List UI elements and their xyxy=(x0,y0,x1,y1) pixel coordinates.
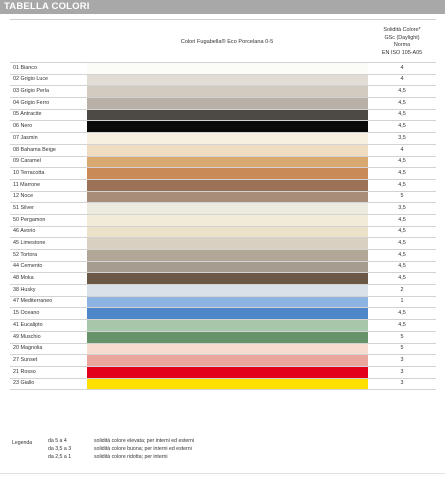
legend-range: da 3,5 a 3 xyxy=(48,446,72,452)
color-swatch xyxy=(87,168,368,179)
table-row xyxy=(10,250,436,262)
table-row xyxy=(10,367,436,379)
color-name: 06 Nero xyxy=(13,123,33,130)
legend-range: da 5 a 4 xyxy=(48,438,67,444)
color-name: 02 Grigio Luce xyxy=(13,76,49,83)
color-name: 44 Cemento xyxy=(13,263,43,270)
table-row xyxy=(10,227,436,239)
fastness-value: 4 xyxy=(400,64,404,71)
color-swatch xyxy=(87,63,368,74)
legend-description: solidità colore ridotta; per interni xyxy=(94,454,168,460)
banner-title: TABELLA COLORI xyxy=(4,1,90,12)
color-swatch xyxy=(87,75,368,86)
table-row xyxy=(10,180,436,192)
color-swatch xyxy=(87,320,368,331)
color-name: 20 Magnolia xyxy=(13,345,43,352)
color-name: 03 Grigio Perla xyxy=(13,88,49,95)
table-row xyxy=(10,285,436,297)
fastness-header-line: Solidità Colore* xyxy=(383,27,421,33)
table-row xyxy=(10,75,436,87)
table-row xyxy=(10,355,436,367)
fastness-value: 5 xyxy=(400,333,404,340)
fastness-value: 4,5 xyxy=(398,158,406,165)
fastness-value: 5 xyxy=(400,193,404,200)
color-name: 27 Sunset xyxy=(13,356,38,363)
table-row xyxy=(10,98,436,110)
color-name: 21 Rosso xyxy=(13,368,36,375)
fastness-value: 5 xyxy=(400,345,404,352)
legend-title: Legenda xyxy=(12,440,33,446)
color-name: 12 Noce xyxy=(13,193,34,200)
table-row xyxy=(10,86,436,98)
color-name: 48 Moka xyxy=(13,275,34,282)
color-swatch xyxy=(87,332,368,343)
table-row xyxy=(10,273,436,285)
color-name: 51 Silver xyxy=(13,204,34,211)
fastness-value: 4,5 xyxy=(398,123,406,130)
table-row xyxy=(10,145,436,157)
color-swatch xyxy=(87,98,368,109)
legend-description: solidità colore buona; per interni ed esterni xyxy=(94,446,192,452)
color-swatch xyxy=(87,355,368,366)
color-swatch xyxy=(87,308,368,319)
legend-description: solidità colore elevata; per interni ed esterni xyxy=(94,438,195,444)
color-swatch xyxy=(87,297,368,308)
fastness-value: 3 xyxy=(400,356,404,363)
fastness-value: 4,5 xyxy=(398,228,406,235)
color-name: 05 Antracite xyxy=(13,111,42,118)
fastness-value: 4,5 xyxy=(398,321,406,328)
fastness-header-line: Norma xyxy=(393,42,411,48)
fastness-value: 4,5 xyxy=(398,181,406,188)
legend-range: da 2,5 a 1 xyxy=(48,454,72,460)
fastness-column-header xyxy=(368,27,436,57)
color-swatch xyxy=(87,238,368,249)
color-name: 04 Grigio Ferro xyxy=(13,99,50,106)
divider xyxy=(0,473,445,474)
fastness-value: 3,5 xyxy=(398,134,406,141)
fastness-value: 1 xyxy=(400,298,404,305)
color-name: 50 Pergamon xyxy=(13,216,46,223)
legend-item xyxy=(12,454,432,462)
legend xyxy=(12,438,432,468)
table-row xyxy=(10,379,436,391)
color-swatch xyxy=(87,285,368,296)
fastness-value: 4,5 xyxy=(398,251,406,258)
table-row xyxy=(10,62,436,75)
colors-column-header: Colori Fugabella® Eco Porcelana 0-5 xyxy=(180,39,274,45)
color-name: 10 Terracotta xyxy=(13,169,45,176)
color-swatch xyxy=(87,262,368,273)
table-row xyxy=(10,332,436,344)
fastness-value: 4,5 xyxy=(398,240,406,246)
color-name: 41 Eucalipto xyxy=(13,321,43,328)
color-name: 09 Caramel xyxy=(13,158,41,165)
table-header xyxy=(10,19,436,64)
fastness-value: 3 xyxy=(400,368,404,375)
table-row xyxy=(10,215,436,227)
color-swatch xyxy=(87,379,368,390)
fastness-header-line: EN ISO 105-A05 xyxy=(381,49,423,56)
color-swatch xyxy=(87,145,368,156)
color-swatch xyxy=(87,86,368,97)
table-row xyxy=(10,192,436,204)
color-swatch xyxy=(87,203,368,214)
fastness-value: 4,5 xyxy=(398,169,406,176)
fastness-value: 2 xyxy=(400,286,404,293)
color-swatch xyxy=(87,367,368,378)
table-row xyxy=(10,203,436,215)
table-row xyxy=(10,262,436,274)
legend-item xyxy=(12,438,432,446)
fastness-header-line: GSc (Daylight) xyxy=(384,34,420,41)
fastness-value: 4,5 xyxy=(398,88,406,95)
color-swatch xyxy=(87,110,368,121)
color-table xyxy=(10,62,436,390)
color-name: 15 Oceano xyxy=(13,310,40,317)
color-swatch xyxy=(87,227,368,238)
table-row xyxy=(10,168,436,180)
color-swatch xyxy=(87,121,368,132)
color-swatch xyxy=(87,273,368,284)
fastness-value: 4,5 xyxy=(398,310,406,317)
color-name: 07 Jasmin xyxy=(13,134,38,141)
fastness-value: 4 xyxy=(400,76,404,83)
color-swatch xyxy=(87,157,368,168)
table-row xyxy=(10,133,436,145)
fastness-value: 3 xyxy=(400,380,404,387)
color-name: 11 Marrone xyxy=(13,181,41,188)
table-row xyxy=(10,121,436,133)
fastness-value: 4,5 xyxy=(398,263,406,270)
color-name: 45 Limestone xyxy=(13,240,46,246)
table-row xyxy=(10,308,436,320)
color-name: 47 Mediterraneo xyxy=(13,298,53,305)
table-row xyxy=(10,157,436,169)
color-name: 52 Tortora xyxy=(13,251,38,258)
color-name: 01 Bianco xyxy=(13,64,37,71)
table-row xyxy=(10,238,436,250)
fastness-value: 3,5 xyxy=(398,204,406,211)
section-banner xyxy=(0,0,445,14)
color-name: 08 Bahama Beige xyxy=(13,146,56,153)
table-row xyxy=(10,320,436,332)
table-row xyxy=(10,297,436,309)
color-swatch xyxy=(87,250,368,261)
table-row xyxy=(10,110,436,122)
color-swatch xyxy=(87,344,368,355)
fastness-value: 4,5 xyxy=(398,275,406,282)
color-name: 49 Muschio xyxy=(13,333,41,340)
color-name: 23 Giallo xyxy=(13,380,35,387)
fastness-value: 4,5 xyxy=(398,99,406,106)
legend-item xyxy=(12,446,432,454)
fastness-value: 4,5 xyxy=(398,216,406,223)
table-row xyxy=(10,344,436,356)
color-name: 38 Husky xyxy=(13,286,36,293)
color-swatch xyxy=(87,180,368,191)
color-name: 46 Avorio xyxy=(13,228,36,235)
color-swatch xyxy=(87,133,368,144)
fastness-value: 4,5 xyxy=(398,111,406,118)
color-swatch xyxy=(87,215,368,226)
color-swatch xyxy=(87,192,368,203)
fastness-value: 4 xyxy=(400,146,404,153)
